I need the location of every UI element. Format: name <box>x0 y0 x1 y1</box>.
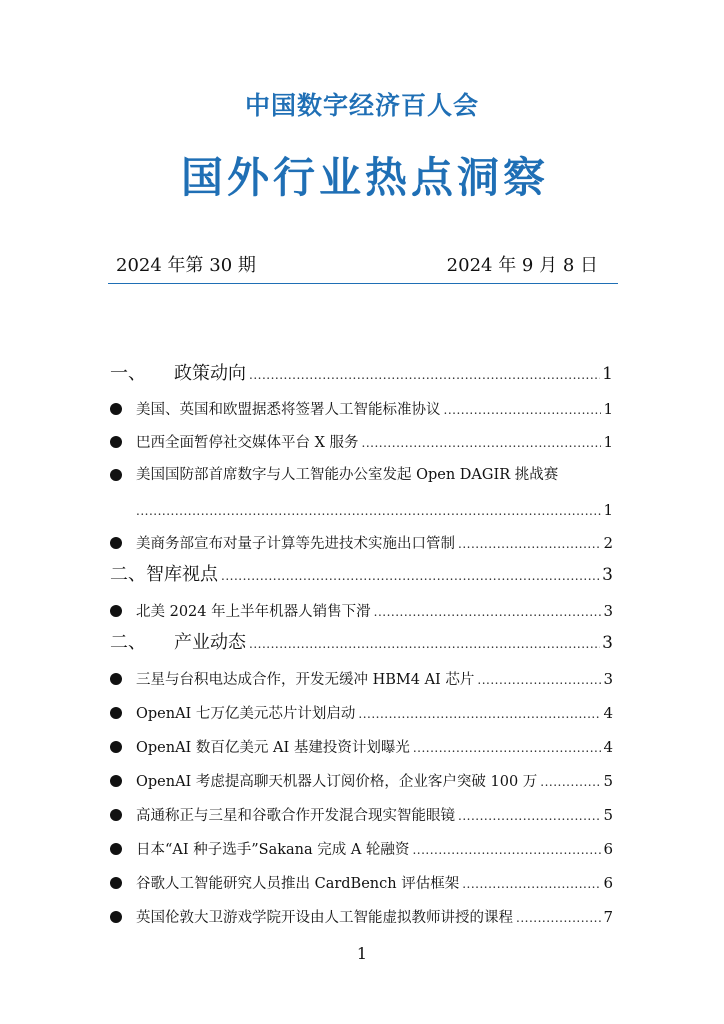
bullet-icon <box>110 877 122 889</box>
bullet-icon <box>110 843 122 855</box>
bullet-icon <box>110 911 122 923</box>
leader-dots <box>444 398 602 422</box>
page-number: 1 <box>602 364 613 384</box>
page-number: 3 <box>603 670 613 688</box>
item-title: OpenAI 数百亿美元 AI 基建投资计划曝光 <box>136 740 410 756</box>
leader-dots <box>249 632 600 656</box>
leader-dots <box>362 431 602 455</box>
leader-dots <box>458 804 601 828</box>
item-title: 谷歌人工智能研究人员推出 CardBench 评估框架 <box>136 876 460 892</box>
toc-item[interactable] <box>136 430 613 455</box>
section-title: 政策动向 <box>174 363 246 384</box>
item-title: 英国伦敦大卫游戏学院开设由人工智能虚拟教师讲授的课程 <box>136 910 513 926</box>
section-number: 二、 <box>110 564 146 585</box>
toc-item-title[interactable]: 美国国防部首席数字与人工智能办公室发起 Open DAGIR 挑战赛 <box>136 467 559 483</box>
leader-dots <box>136 499 601 523</box>
leader-dots <box>358 702 601 726</box>
leader-dots <box>413 736 602 760</box>
page-number: 7 <box>603 908 613 926</box>
bullet-icon <box>110 673 122 685</box>
leader-dots <box>249 363 600 387</box>
page-number: 3 <box>602 633 613 653</box>
leader-dots <box>516 906 601 930</box>
page-number: 1 <box>603 501 613 519</box>
toc-section-think-tank[interactable] <box>110 563 613 588</box>
page-title: 国外行业热点洞察 <box>180 153 549 202</box>
item-title: 巴西全面暂停社交媒体平台 X 服务 <box>136 435 359 451</box>
page-number: 3 <box>603 602 613 620</box>
toc-item[interactable] <box>136 397 613 422</box>
item-title: 日本“AI 种子选手”Sakana 完成 A 轮融资 <box>136 842 410 858</box>
item-title: 三星与台积电达成合作，开发无缓冲 HBM4 AI 芯片 <box>136 672 475 688</box>
bullet-icon <box>110 707 122 719</box>
page-number: 6 <box>603 840 613 858</box>
page-number: 4 <box>603 704 613 722</box>
page-number: 2 <box>603 534 613 552</box>
issue-row <box>116 253 598 279</box>
leader-dots <box>462 872 601 896</box>
org-title: 中国数字经济百人会 <box>244 91 479 120</box>
toc-item[interactable] <box>136 701 613 726</box>
toc-item[interactable] <box>136 803 613 828</box>
bullet-icon <box>110 537 122 549</box>
item-title: OpenAI 考虑提高聊天机器人订阅价格，企业客户突破 100 万 <box>136 774 538 790</box>
item-title: 北美 2024 年上半年机器人销售下滑 <box>136 604 371 620</box>
section-title: 产业动态 <box>174 632 246 653</box>
leader-dots <box>412 838 601 862</box>
page-number: 5 <box>603 806 613 824</box>
issue-number: 2024 年第 30 期 <box>116 255 256 276</box>
page-number: 1 <box>603 400 613 418</box>
leader-dots <box>458 532 601 556</box>
toc-item[interactable] <box>136 735 613 760</box>
toc-item-continuation[interactable] <box>136 498 613 523</box>
bullet-icon <box>110 741 122 753</box>
page-number: 6 <box>603 874 613 892</box>
page-number: 5 <box>603 772 613 790</box>
item-title: OpenAI 七万亿美元芯片计划启动 <box>136 706 356 722</box>
toc-section-policy[interactable] <box>110 362 613 387</box>
item-title: 美国、英国和欧盟据悉将签署人工智能标准协议 <box>136 402 441 418</box>
toc-item[interactable] <box>136 667 613 692</box>
toc-item[interactable] <box>136 531 613 556</box>
issue-date: 2024 年 9 月 8 日 <box>446 255 598 276</box>
page-number: 1 <box>603 433 613 451</box>
footer-page-number: 1 <box>356 944 368 963</box>
section-number: 一、 <box>110 363 146 384</box>
header-divider <box>108 283 618 284</box>
bullet-icon <box>110 775 122 787</box>
bullet-icon <box>110 403 122 415</box>
item-title: 美商务部宣布对量子计算等先进技术实施出口管制 <box>136 536 455 552</box>
toc-item[interactable] <box>136 871 613 896</box>
toc-item[interactable] <box>136 905 613 930</box>
toc-item[interactable] <box>136 837 613 862</box>
leader-dots <box>374 600 602 624</box>
bullet-icon <box>110 809 122 821</box>
bullet-icon <box>110 605 122 617</box>
leader-dots <box>221 564 600 588</box>
page-number: 3 <box>602 565 613 585</box>
section-number: 二、 <box>110 632 146 653</box>
leader-dots <box>540 770 601 794</box>
bullet-icon <box>110 469 122 481</box>
item-title: 高通称正与三星和谷歌合作开发混合现实智能眼镜 <box>136 808 455 824</box>
section-title: 智库视点 <box>146 564 218 585</box>
toc-item[interactable] <box>136 769 613 794</box>
leader-dots <box>477 668 601 692</box>
toc-item[interactable] <box>136 599 613 624</box>
page-number: 4 <box>603 738 613 756</box>
bullet-icon <box>110 436 122 448</box>
toc-section-industry[interactable] <box>110 631 613 656</box>
